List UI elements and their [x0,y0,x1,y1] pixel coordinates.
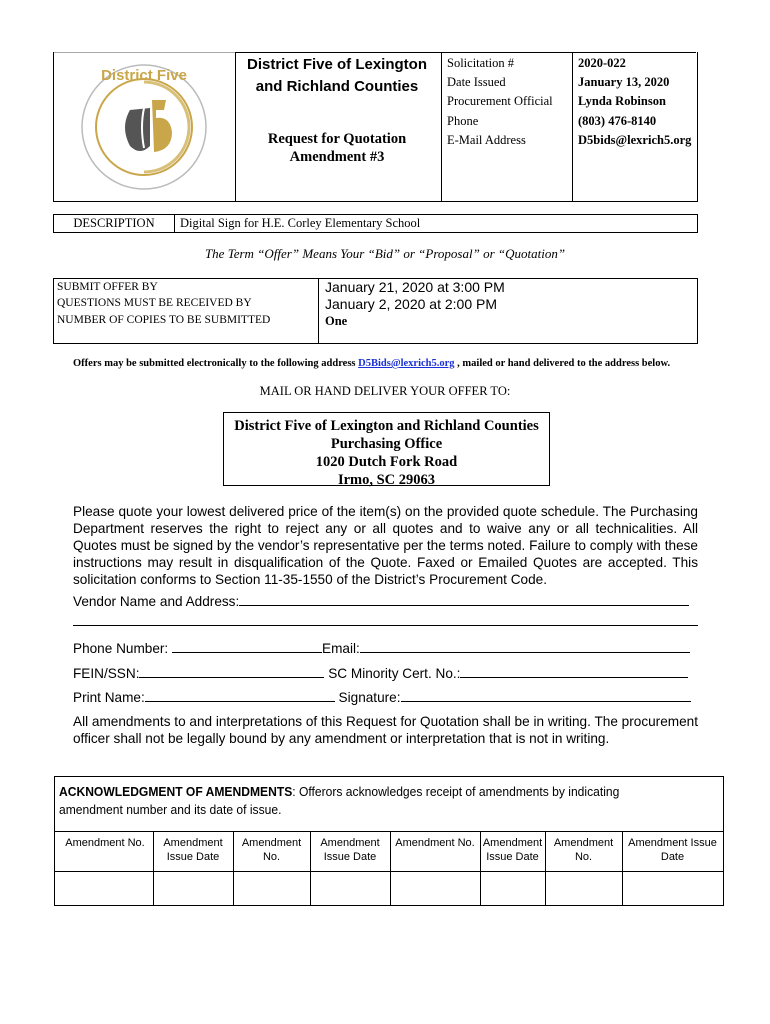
procurement-official-label: Procurement Official [447,94,553,108]
print-name-input[interactable] [145,689,335,702]
amendment-no-header: Amendment No. [553,837,614,863]
signature-label: Signature: [334,690,401,705]
phone-number-input[interactable] [172,640,322,653]
submit-offer-label: SUBMIT OFFER BY [57,281,158,293]
print-name-label: Print Name: [73,690,145,705]
procurement-official-value: Lynda Robinson [578,94,666,108]
minority-cert-label: SC Minority Cert. No.: [324,666,461,681]
offer-table [53,278,698,344]
vendor-address-input[interactable] [73,613,698,626]
questions-value: January 2, 2020 at 2:00 PM [325,296,497,312]
offers-note [73,357,703,370]
print-signature-row [73,689,691,705]
acknowledgment-intro [59,783,673,819]
org-title: District Five of Lexington and Richland Counties [246,56,427,95]
phone-value: (803) 476-8140 [578,114,657,128]
vendor-row-2 [73,613,698,629]
minority-cert-input[interactable] [460,665,688,678]
district-five-logo [70,60,218,194]
term-note: The Term “Offer” Means Your “Bid” or “Proposal” or “Quotation” [204,246,566,261]
offers-note-text: Offers may be submitted electronically to the following address [73,358,359,369]
copies-label: NUMBER OF COPIES TO BE SUBMITTED [57,314,271,326]
acknowledgment-box [54,776,724,906]
email-input[interactable] [360,640,690,653]
address-line-4: Irmo, SC 29063 [337,472,436,488]
mail-heading: MAIL OR HAND DELIVER YOUR OFFER TO: [259,384,511,398]
amendment-no-header: Amendment No. [241,837,302,863]
amendment-date-header: Amendment Issue Date [628,837,717,863]
email-label: E-Mail Address [447,133,526,147]
address-box [223,412,550,486]
amendment-no-header: Amendment No. [65,837,145,849]
fein-row [73,665,688,681]
email-field-label: Email: [322,641,360,656]
date-issued-value: January 13, 2020 [578,75,670,89]
solicitation-value: 2020-022 [578,56,626,70]
description-label: DESCRIPTION [73,216,155,230]
vendor-label: Vendor Name and Address: [73,594,240,609]
amendment-date-header: Amendment Issue Date [163,837,223,863]
acknowledgment-heading: ACKNOWLEDGMENT OF AMENDMENTS [59,784,293,799]
amendment-date-header: Amendment Issue Date [320,837,380,863]
address-line-3: 1020 Dutch Fork Road [315,454,458,470]
phone-email-row [73,640,690,656]
acknowledgment-text: : Offerors acknowledges receipt of amendments by indicating amendment number and its date of issue. [59,784,620,817]
amendment-date-header: Amendment Issue Date [482,837,543,863]
questions-label: QUESTIONS MUST BE RECEIVED BY [57,297,252,309]
fein-label: FEIN/SSN: [73,666,140,681]
signature-input[interactable] [401,689,691,702]
logo-text-top: District Five [101,67,187,84]
copies-value: One [325,314,348,328]
date-issued-label: Date Issued [447,75,506,89]
submission-email-link[interactable]: D5Bids@lexrich5.org [358,358,455,369]
description-value: Digital Sign for H.E. Corley Elementary School [180,216,421,230]
submit-offer-value: January 21, 2020 at 3:00 PM [325,279,505,295]
instructions-paragraph: Please quote your lowest delivered price of the item(s) on the provided quote schedule. The Purchasing Department reserves the right to reject any or all quotes and to waive any or all technicalities. All Quotes must be signed by the vendor’s representative per the terms noted. Failure to comply with these instructions may result in disqualification of the Quote. Faxed or Emailed Quotes are accepted. This solicitation conforms to Section 11-35-1550 of the District’s Procurement Code. [73,504,698,587]
amendment-grid [55,831,723,906]
address-line-2: Purchasing Office [330,436,443,452]
email-value: D5bids@lexrich5.org [578,133,692,147]
amendment-no-header: Amendment No. [395,837,475,849]
rfq-title: Request for Quotation Amendment #3 [267,131,407,165]
solicitation-label: Solicitation # [447,56,515,70]
offers-note-text-end: , mailed or hand delivered to the address below. [454,358,671,369]
fein-input[interactable] [139,665,324,678]
description-row [53,214,698,233]
phone-number-label: Phone Number: [73,641,172,656]
vendor-input[interactable] [239,593,689,606]
vendor-row [73,593,689,609]
amendments-note: All amendments to and interpretations of this Request for Quotation shall be in writing. The procurement officer shall not be legally bound by any amendment or interpretation that is not in writing. [73,714,698,746]
address-line-1: District Five of Lexington and Richland Counties [234,418,539,434]
phone-label: Phone [447,114,479,128]
